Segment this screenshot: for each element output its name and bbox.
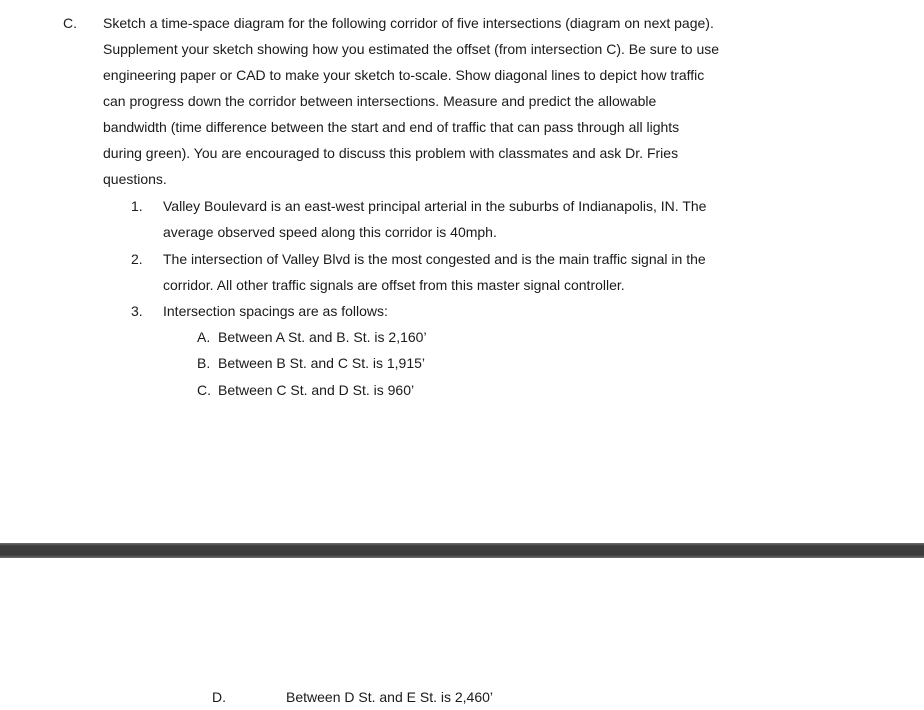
spacing-text: Between B St. and C St. is 1,915’ <box>218 355 426 371</box>
list-number: 1. <box>131 198 143 214</box>
list-number: 3. <box>131 303 143 319</box>
paragraph-line: can progress down the corridor between intersections. Measure and predict the allowable <box>103 93 657 109</box>
list-number: 2. <box>131 251 143 267</box>
list-item-line: average observed speed along this corridor is 40mph. <box>163 224 497 240</box>
list-item-line: The intersection of Valley Blvd is the most congested and is the main traffic signal in the <box>163 251 706 267</box>
list-item-line: Intersection spacings are as follows: <box>163 303 388 319</box>
section-marker: C. <box>63 15 77 31</box>
list-item-line: corridor. All other traffic signals are offset from this master signal controller. <box>163 277 625 293</box>
paragraph-line: Supplement your sketch showing how you estimated the offset (from intersection C). Be sure to use <box>103 41 720 57</box>
spacing-text: Between A St. and B. St. is 2,160’ <box>218 329 427 345</box>
spacing-text: Between D St. and E St. is 2,460’ <box>286 689 494 705</box>
paragraph-line: questions. <box>103 171 167 187</box>
list-item-line: Valley Boulevard is an east-west principal arterial in the suburbs of Indianapolis, IN. The <box>163 198 707 214</box>
paragraph-line: bandwidth (time difference between the start and end of traffic that can pass through all lights <box>103 119 680 135</box>
paragraph-line: engineering paper or CAD to make your sketch to-scale. Show diagonal lines to depict how traffic <box>103 67 705 83</box>
paragraph-line: during green). You are encouraged to discuss this problem with classmates and ask Dr. Fries <box>103 145 679 161</box>
spacing-text: Between C St. and D St. is 960’ <box>218 382 415 398</box>
spacing-label: B. <box>197 355 211 371</box>
paragraph-line: Sketch a time-space diagram for the following corridor of five intersections (diagram on next page). <box>103 15 714 31</box>
spacing-label: C. <box>197 382 211 398</box>
spacing-label: D. <box>212 689 226 705</box>
page-break-divider <box>0 543 924 558</box>
next-page <box>0 558 924 710</box>
spacing-label: A. <box>197 329 211 345</box>
section-paragraph <box>103 10 903 192</box>
